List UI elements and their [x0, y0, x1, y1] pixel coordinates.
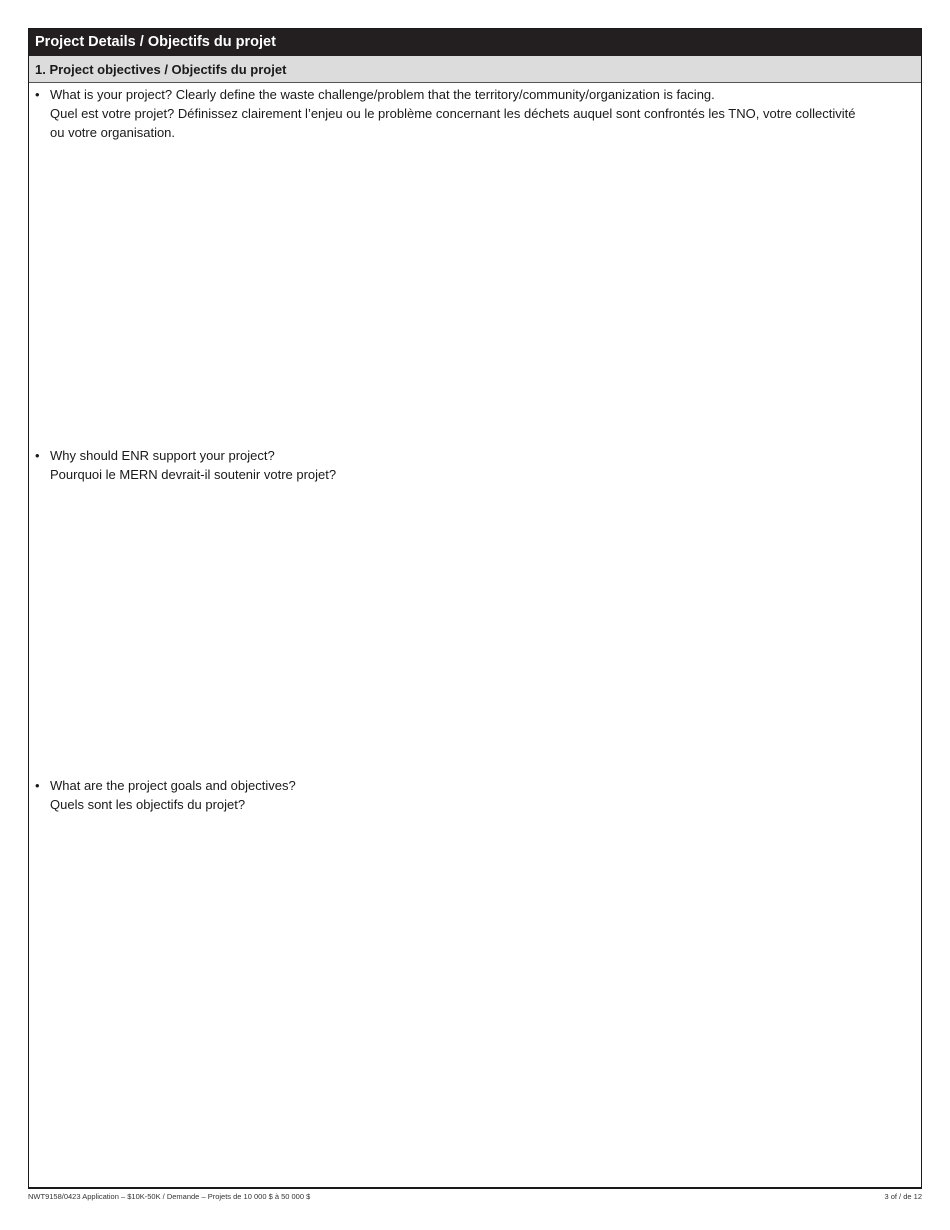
answer-field-why-support[interactable]: [30, 487, 920, 775]
bullet-icon: •: [35, 87, 40, 102]
bullet-icon: •: [35, 448, 40, 463]
question-line-fr: Quels sont les objectifs du projet?: [50, 797, 246, 812]
question-line-fr-cont: ou votre organisation.: [50, 125, 176, 140]
question-line-en: Why should ENR support your project?: [50, 448, 275, 463]
question-project-description: [35, 85, 913, 142]
project-details-form: [28, 28, 922, 1189]
form-id-footer: NWT9158/0423 Application – $10K-50K / Demande – Projets de 10 000 $ à 50 000 $: [28, 1192, 311, 1201]
question-line-en: What is your project? Clearly define the waste challenge/problem that the territory/community/organization is facing.: [50, 87, 715, 102]
section-title: Project Details / Objectifs du projet: [29, 29, 921, 56]
answer-field-goals-objectives[interactable]: [30, 817, 920, 1185]
page-number: 3 of / de 12: [884, 1192, 922, 1201]
question-line-fr: Pourquoi le MERN devrait-il soutenir votre projet?: [50, 467, 337, 482]
question-why-support: [35, 446, 913, 484]
question-goals-objectives: [35, 776, 913, 814]
subsection-title: 1. Project objectives / Objectifs du projet: [29, 56, 921, 83]
bullet-icon: •: [35, 778, 40, 793]
question-line-fr: Quel est votre projet? Définissez clairement l’enjeu ou le problème concernant les déchets auquel sont confrontés les TNO, votre collectivité: [50, 106, 856, 121]
answer-field-project-description[interactable]: [30, 145, 920, 445]
question-line-en: What are the project goals and objectives?: [50, 778, 296, 793]
